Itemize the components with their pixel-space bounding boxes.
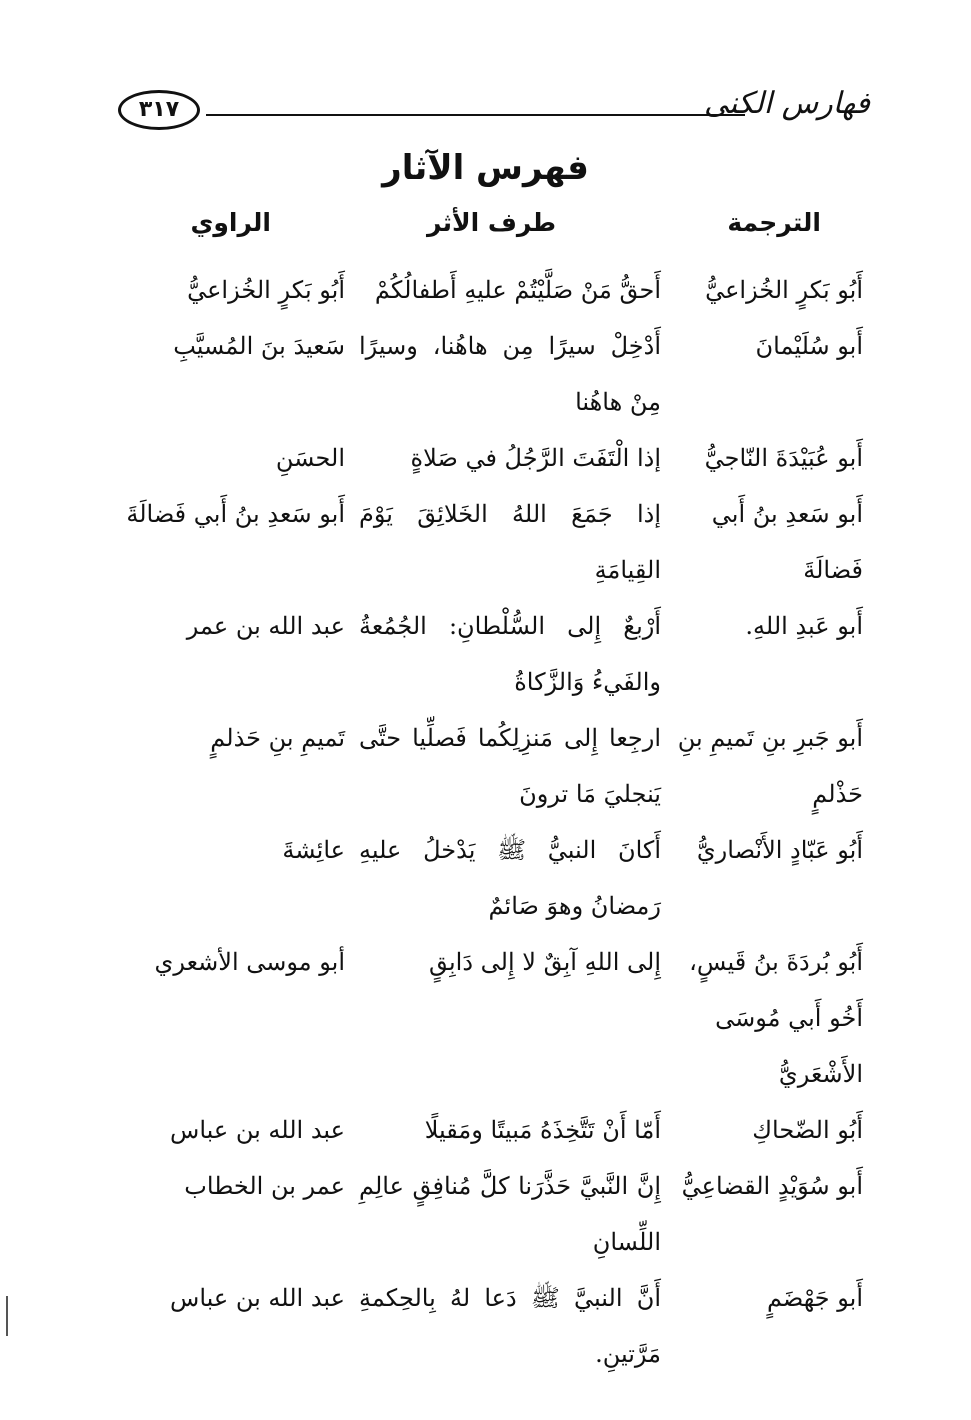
table-row [0,430,971,486]
index-title: فهرس الآثار [382,148,589,188]
column-headers [0,208,971,248]
narrator-cell: الحسَنِ [275,444,345,472]
narrator-cell: أَبُو بَكرٍ الخُزاعيُّ [187,276,345,304]
athar-cell: أَدْخِلْ سيرًا مِن هاهُنا، وسيرًا مِنْ هاهُنا [359,332,661,416]
translation-cell: أَبُو بَكرٍ الخُزاعيُّ [705,276,863,304]
translation-cell: أَبو جَبرِ بنِ تَميمِ بنِ حَذْلمٍ [677,724,863,808]
athar-cell: ارجِعا إِلى مَنزِلِكُما فَصلِّيا حتَّى يَنجليَ مَا ترونَ [359,724,661,808]
translation-cell: أَبو عَبدِ اللهِ. [745,612,863,640]
page-number: ٣١٧ [118,90,200,130]
athar-cell: إِلى اللهِ آبِقٌ لا إِلى دَابِقٍ [428,948,661,976]
athar-cell: إِنَّ النَّبيَّ حَذَّرَنا كلَّ مُنافِقٍ عالِمِ اللِّسانِ [359,1172,661,1256]
table-row [0,822,971,934]
table-row [0,486,971,598]
athar-cell: إذا جَمَعَ اللهُ الخَلائِقَ يَوْمَ القِيامَةِ [359,500,661,584]
table-row [0,598,971,710]
athar-cell: أَكانَ النبيُّ ﷺ يَدْخلُ عليهِ رَمضانُ وهوَ صَائمٌ [359,836,661,920]
narrator-cell: سَعيدَ بنَ المُسيَّبِ [173,332,345,360]
narrator-cell: عبد الله بن عباس [170,1284,345,1312]
index-table [0,262,971,1382]
table-row [0,1158,971,1270]
athar-cell: أَحقُّ مَنْ صَلَّيْتُمْ عليهِ أَطفالُكُمْ [374,276,661,304]
athar-cell: أَمّا أَنْ تَتَّخِذَهُ مَبيتًا ومَقيلًا [424,1116,661,1144]
translation-cell: أَبو سُلَيْمانَ [755,332,863,360]
athar-cell: أَرْبعٌ إِلى السُّلْطانِ: الجُمُعةُ والفَيءُ وَالزَّكاةُ [359,612,661,696]
table-row [0,1270,971,1382]
narrator-cell: أَبو سَعدِ بنُ أَبي فَضالَةَ [126,500,345,528]
translation-cell: أَبو جَهْضَمٍ [766,1284,863,1312]
translation-cell: أَبُو بُردَةَ بنُ قَيسٍ، أَخُو أَبي مُوسَى الأَشْعَريُّ [689,948,863,1088]
narrator-cell: عبد الله بن عباس [170,1116,345,1144]
athar-cell: إذا الْتَفَتَ الرَّجُلُ في صَلاةٍ [410,444,661,472]
table-row [0,934,971,1102]
column-header-narrator: الراوي [190,208,271,237]
header-rule [206,114,745,116]
running-header [118,80,870,140]
translation-cell: أَبُو عَبّادٍ الأَنْصاريُّ [696,836,863,864]
column-header-athar: طرف الأثر [427,208,556,237]
table-row [0,710,971,822]
narrator-cell: عمر بن الخطاب [184,1172,345,1200]
narrator-cell: عائِشةَ [282,836,345,864]
table-row [0,262,971,318]
narrator-cell: عبد الله بن عمر [186,612,345,640]
table-row [0,1102,971,1158]
athar-cell: أَنَّ النبيَّ ﷺ دَعا لهُ بِالحِكمةِ مَرَّتينِ. [359,1284,661,1368]
narrator-cell: تَميمِ بنِ حَذلمٍ [210,724,345,752]
translation-cell: أَبو سَعدِ بنُ أَبي فَضالَةَ [711,500,863,584]
narrator-cell: أبو موسى الأشعري [154,948,345,976]
translation-cell: أَبُو الضّحاكِ [752,1116,863,1144]
running-header-title: فهارس الكنى [703,86,870,121]
table-row [0,318,971,430]
margin-mark [6,1296,8,1336]
translation-cell: أَبو سُوَيْدٍ القضاعِيُّ [681,1172,863,1200]
column-header-translation: الترجمة [727,208,821,237]
translation-cell: أَبو عُبَيْدَةَ النّاجيُّ [704,444,863,472]
